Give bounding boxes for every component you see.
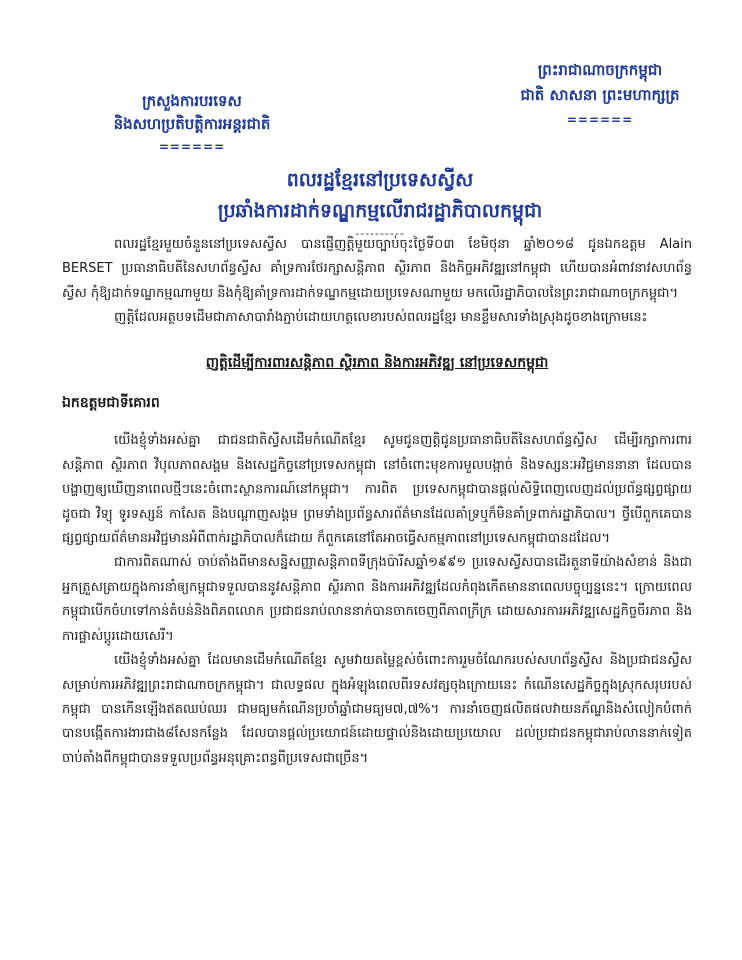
petition-heading: ញត្តិដើម្បីការពារសន្តិភាព ស្ថិរភាព និងការអភិវឌ្ឍ នៅប្រទេសកម្ពុជា (205, 354, 549, 371)
petition-paragraph-3: យើងខ្ញុំទាំងអស់គ្នា ដែលមានដើមកំណើតខ្មែរ សូមវាយតម្លៃខ្ពស់ចំពោះការរួមចំណែករបស់សហព័ន្ធស្វីស និងប្រជាជនស្វីសសម្រាប់ការអភិវឌ្ឍព្រះរាជាណាចក្រកម្ពុជា។ ជាលទ្ធផល ក្នុងអំឡុងពេលពីរទសវត្សចុងក្រោយនេះ កំណើនសេដ្ឋកិច្ចក្នុងស្រុកសរុបរបស់កម្ពុជា បានកើនឡើងឥតឈប់ឈរ ជាមធ្យមកំណើនប្រចាំឆ្នាំជាមធ្យម៧,៧%។ ការនាំចេញផលិតផលវាយនភ័ណ្ឌនិងសំលៀកបំពាក់ បានបង្កើតការងារជាង៨សែនកន្លែង ដែលបានផ្តល់ប្រយោជន៍ដោយផ្ទាល់និងដោយប្រយោល ដល់ប្រជាជនកម្ពុជារាប់លាននាក់ទៀត ចាប់តាំងពីកម្ពុជាបានទទួលប្រព័ន្ធអនុគ្រោះពន្ធពីប្រទេសជាច្រើន។ (62, 653, 692, 766)
kingdom-motto (500, 58, 700, 133)
petition-paragraph-1: យើងខ្ញុំទាំងអស់គ្នា ជាជនជាតិស្វីសដើមកំណើតខ្មែរ សូមជូនញត្តិជូនប្រធានាធិបតីនៃសហព័ន្ធស្វីស ដើម្បីរក្សាការពារសន្តិភាព ស្ថិរភាព វិបុលភាពសង្គម និងសេដ្ឋកិច្ចនៅប្រទេសកម្ពុជា នៅចំពោះមុខការមួលបង្កាច់ និងទស្សនៈអវិជ្ជមាននានា ដែលបានបង្ហាញឲ្យឃើញនាពេលថ្មីៗនេះចំពោះស្ថានការណ៍នៅកម្ពុជា។ ការពិត ប្រទេសកម្ពុជាបានផ្តល់សិទ្ធិពេញលេញដល់ប្រព័ន្ធផ្សព្វផ្សាយដូចជា វិទ្យុ ទូរទស្សន៍ កាសែត និងបណ្តាញសង្គម ព្រមទាំងប្រព័ន្ធសារព័ត៌មានដែលគាំទ្រឬក៏មិនគាំទ្រពាក់រដ្ឋាភិបាល។ ថ្វីបើពួកគេបានផ្សព្វផ្សាយព័ត៌មានអវិជ្ជមានអំពីពាក់រដ្ឋាភិបាលក៏ដោយ ក៏ពួកគេនៅតែអាចធ្វើសកម្មភាពនៅប្រទេសកម្ពុជាបានដដែល។ (62, 433, 692, 547)
ministry-name-line1: ក្រសួងការបរទេស (142, 92, 242, 110)
intro-paragraph-2: ញត្តិដែលអត្ថបទដើមជាភាសាបារាំងភ្ជាប់ដោយហត្ថលេខារបស់ពលរដ្ឋខ្មែរ មានខ្លឹមសារទាំងស្រុងដូចខាងក្រោមនេះ (114, 310, 648, 326)
title-divider: ---------- (355, 227, 405, 240)
title-line2: ប្រឆាំងការដាក់ទណ្ឌកម្មលើរាជរដ្ឋាភិបាលកម្ពុជា (217, 200, 543, 222)
motto-separator: ====== (566, 113, 634, 127)
petition-paragraph-2: ជាការពិតណាស់ ចាប់តាំងពីមានសន្និសញ្ញាសន្តិភាពទីក្រុងប៉ារីសឆ្នាំ១៩៩១ ប្រទេសស្វីសបានដើរតួនាទីយ៉ាងសំខាន់ និងជាអ្នកត្រួសត្រាយក្នុងការនាំឲ្យកម្ពុជាទទួលបាននូវសន្តិភាព ស្ថិរភាព និងការអភិវឌ្ឍដែលកំពុងកើតមាននាពេលបច្ចុប្បន្ននេះ។ ក្រោយពេលកម្ពុជាបើកចំហទៅកាន់តំបន់និងពិភពលោក ប្រជាជនរាប់លាននាក់បានចាកចេញពីភាពក្រីក្រ ដោយសារការអភិវឌ្ឍសេដ្ឋកិច្ចចីរភាព និងការផ្លាស់ប្តូរដោយសេរី។ (62, 555, 692, 644)
intro-paragraph-1: ពលរដ្ឋខ្មែរមួយចំនួននៅប្រទេសស្វីស បានផ្ញើញត្តិមួយច្បាប់ចុះថ្ងៃទី០៣ ខែមិថុនា ឆ្នាំ២០១៨ ជូនឯកឧត្តម Alain BERSET ប្រធានាធិបតីនៃសហព័ន្ធស្វីស គាំទ្រការថែរក្សាសន្តិភាព ស្ថិរភាព និងកិច្ចអភិវឌ្ឍនៅកម្ពុជា ហើយបានអំពាវនាវសហព័ន្ធស្វីស កុំឱ្យដាក់ទណ្ឌកម្មណាមួយ និងកុំឱ្យគាំទ្រការដាក់ទណ្ឌកម្មដោយប្រទេសណាមួយ មកលើរដ្ឋាភិបាលនៃព្រះរាជាណាចក្រកម្ពុជា។ (62, 237, 692, 301)
ministry-separator: ====== (158, 140, 226, 154)
petition-salutation: ឯកឧត្តមជាទីគោរព (62, 395, 160, 412)
document-body (62, 233, 692, 771)
ministry-name-line2: និងសហប្រតិបត្តិការអន្តរជាតិ (113, 115, 271, 133)
national-motto: ជាតិ សាសនា ព្រះមហាក្សត្រ (520, 86, 680, 104)
ministry-block (62, 90, 322, 159)
kingdom-name: ព្រះរាជាណាចក្រកម្ពុជា (537, 61, 663, 79)
title-line1: ពលរដ្ឋខ្មែរនៅប្រទេសស្វីស (286, 169, 474, 191)
document-title (100, 165, 660, 241)
